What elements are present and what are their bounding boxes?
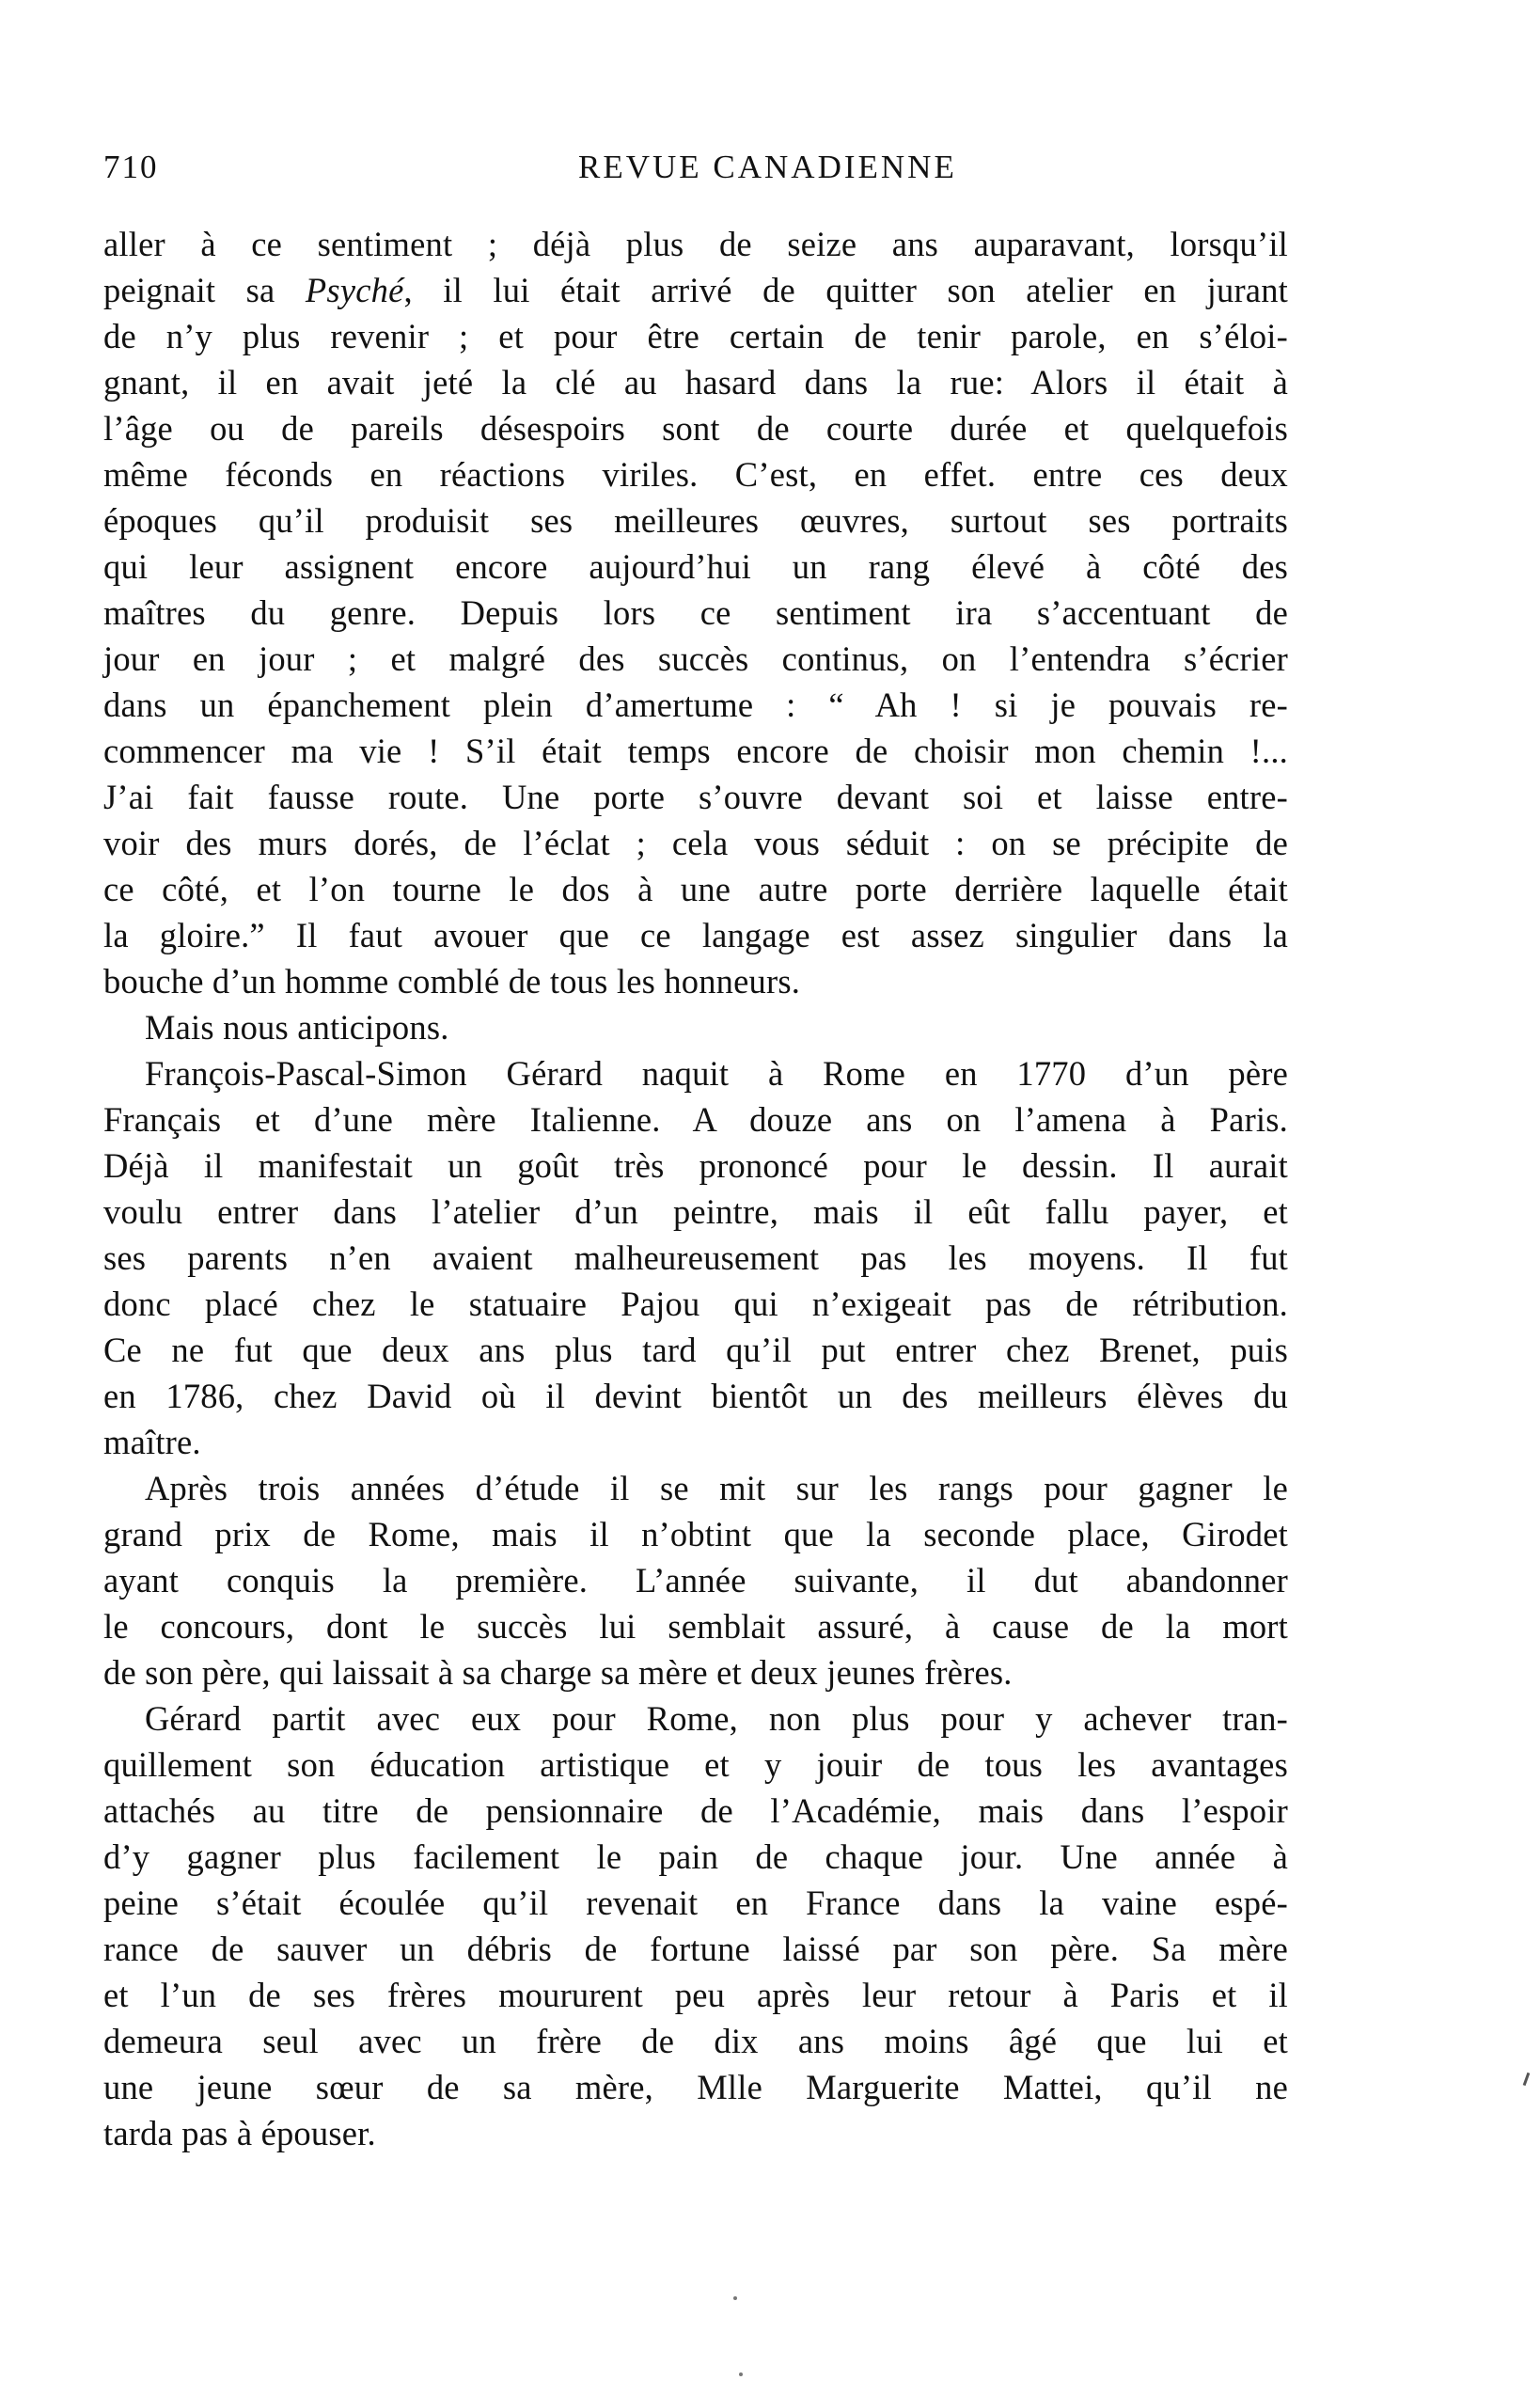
- text-line: le concours, dont le succès lui semblait assuré, à cause de la mort: [103, 1607, 1288, 1646]
- text-line: commencer ma vie ! S’il était temps encore de choisir mon chemin !...: [103, 732, 1288, 770]
- text-line: Mais nous anticipons.: [145, 1008, 449, 1047]
- text-line: aller à ce sentiment ; déjà plus de seize ans auparavant, lorsqu’il: [103, 225, 1288, 263]
- text-line: attachés au titre de pensionnaire de l’Académie, mais dans l’espoir: [103, 1791, 1288, 1830]
- text-line: gnant, il en avait jeté la clé au hasard dans la rue: Alors il était à: [103, 363, 1288, 402]
- text-line: ses parents n’en avaient malheureusement pas les moyens. Il fut: [103, 1238, 1288, 1277]
- text-line: de n’y plus revenir ; et pour être certain de tenir parole, en s’éloi-: [103, 317, 1288, 355]
- text-line: François-Pascal-Simon Gérard naquit à Rome en 1770 d’un père: [145, 1054, 1288, 1093]
- paragraph-2: [103, 1004, 1288, 1050]
- text-line: d’y gagner plus facilement le pain de chaque jour. Une année à: [103, 1837, 1288, 1876]
- paragraph-3: [103, 1050, 1288, 1465]
- text-line: quillement son éducation artistique et y jouir de tous les avantages: [103, 1745, 1288, 1784]
- text-line: voulu entrer dans l’atelier d’un peintre, mais il eût fallu payer, et: [103, 1192, 1288, 1231]
- body-text: [103, 221, 1288, 2156]
- text-line: voir des murs dorés, de l’éclat ; cela vous séduit : on se précipite de: [103, 824, 1288, 862]
- text-line: [103, 267, 1288, 313]
- text-line: Ce ne fut que deux ans plus tard qu’il put entrer chez Brenet, puis: [103, 1331, 1288, 1369]
- text-fragment: peignait sa: [103, 271, 306, 309]
- text-line: jour en jour ; et malgré des succès continus, on l’entendra s’écrier: [103, 639, 1288, 678]
- text-line: de son père, qui laissait à sa charge sa mère et deux jeunes frères.: [103, 1653, 1013, 1692]
- margin-mark: [1523, 2073, 1531, 2086]
- paragraph-5: [103, 1695, 1288, 2156]
- text-line: ayant conquis la première. L’année suivante, il dut abandonner: [103, 1561, 1288, 1600]
- italic-title: Psyché: [305, 271, 404, 309]
- text-line: maîtres du genre. Depuis lors ce sentiment ira s’accentuant de: [103, 593, 1288, 632]
- running-head: REVUE CANADIENNE: [578, 149, 957, 185]
- text-line: une jeune sœur de sa mère, Mlle Marguerite Mattei, qu’il ne: [103, 2068, 1288, 2106]
- text-line: bouche d’un homme comblé de tous les honneurs.: [103, 962, 801, 1001]
- text-line: grand prix de Rome, mais il n’obtint que la seconde place, Girodet: [103, 1515, 1288, 1553]
- text-line: Après trois années d’étude il se mit sur les rangs pour gagner le: [145, 1469, 1288, 1507]
- text-line: donc placé chez le statuaire Pajou qui n’exigeait pas de rétribution.: [103, 1285, 1288, 1323]
- text-line: qui leur assignent encore aujourd’hui un rang élevé à côté des: [103, 547, 1288, 586]
- text-line: Déjà il manifestait un goût très prononcé pour le dessin. Il aurait: [103, 1146, 1288, 1185]
- text-line: même féconds en réactions viriles. C’est, en effet. entre ces deux: [103, 455, 1288, 494]
- text-line: et l’un de ses frères moururent peu après leur retour à Paris et il: [103, 1976, 1288, 2014]
- text-line: maître.: [103, 1423, 201, 1461]
- paragraph-1: [103, 221, 1288, 1004]
- text-line: la gloire.” Il faut avouer que ce langage est assez singulier dans la: [103, 916, 1288, 954]
- text-line: époques qu’il produisit ses meilleures œuvres, surtout ses portraits: [103, 501, 1288, 540]
- text-line: en 1786, chez David où il devint bientôt un des meilleurs élèves du: [103, 1377, 1288, 1415]
- scan-speck: [739, 2372, 743, 2376]
- text-line: Français et d’une mère Italienne. A douze ans on l’amena à Paris.: [103, 1100, 1288, 1139]
- text-line: l’âge ou de pareils désespoirs sont de courte durée et quelquefois: [103, 409, 1288, 448]
- page-number: 710: [103, 149, 159, 185]
- text-line: ce côté, et l’on tourne le dos à une autre porte derrière laquelle était: [103, 870, 1288, 908]
- scan-speck: [733, 2296, 737, 2300]
- text-line: demeura seul avec un frère de dix ans moins âgé que lui et: [103, 2022, 1288, 2060]
- text-line: tarda pas à épouser.: [103, 2114, 376, 2152]
- text-line: J’ai fait fausse route. Une porte s’ouvre devant soi et laisse entre-: [103, 778, 1288, 816]
- text-line: peine s’était écoulée qu’il revenait en France dans la vaine espé-: [103, 1884, 1288, 1922]
- page-header: [103, 149, 1297, 205]
- text-fragment: , il lui était arrivé de quitter son atelier en jurant: [403, 271, 1288, 309]
- paragraph-4: [103, 1465, 1288, 1695]
- text-line: Gérard partit avec eux pour Rome, non plus pour y achever tran-: [145, 1699, 1288, 1738]
- text-line: dans un épanchement plein d’amertume : “ Ah ! si je pouvais re-: [103, 686, 1288, 724]
- text-line: rance de sauver un débris de fortune laissé par son père. Sa mère: [103, 1930, 1288, 1968]
